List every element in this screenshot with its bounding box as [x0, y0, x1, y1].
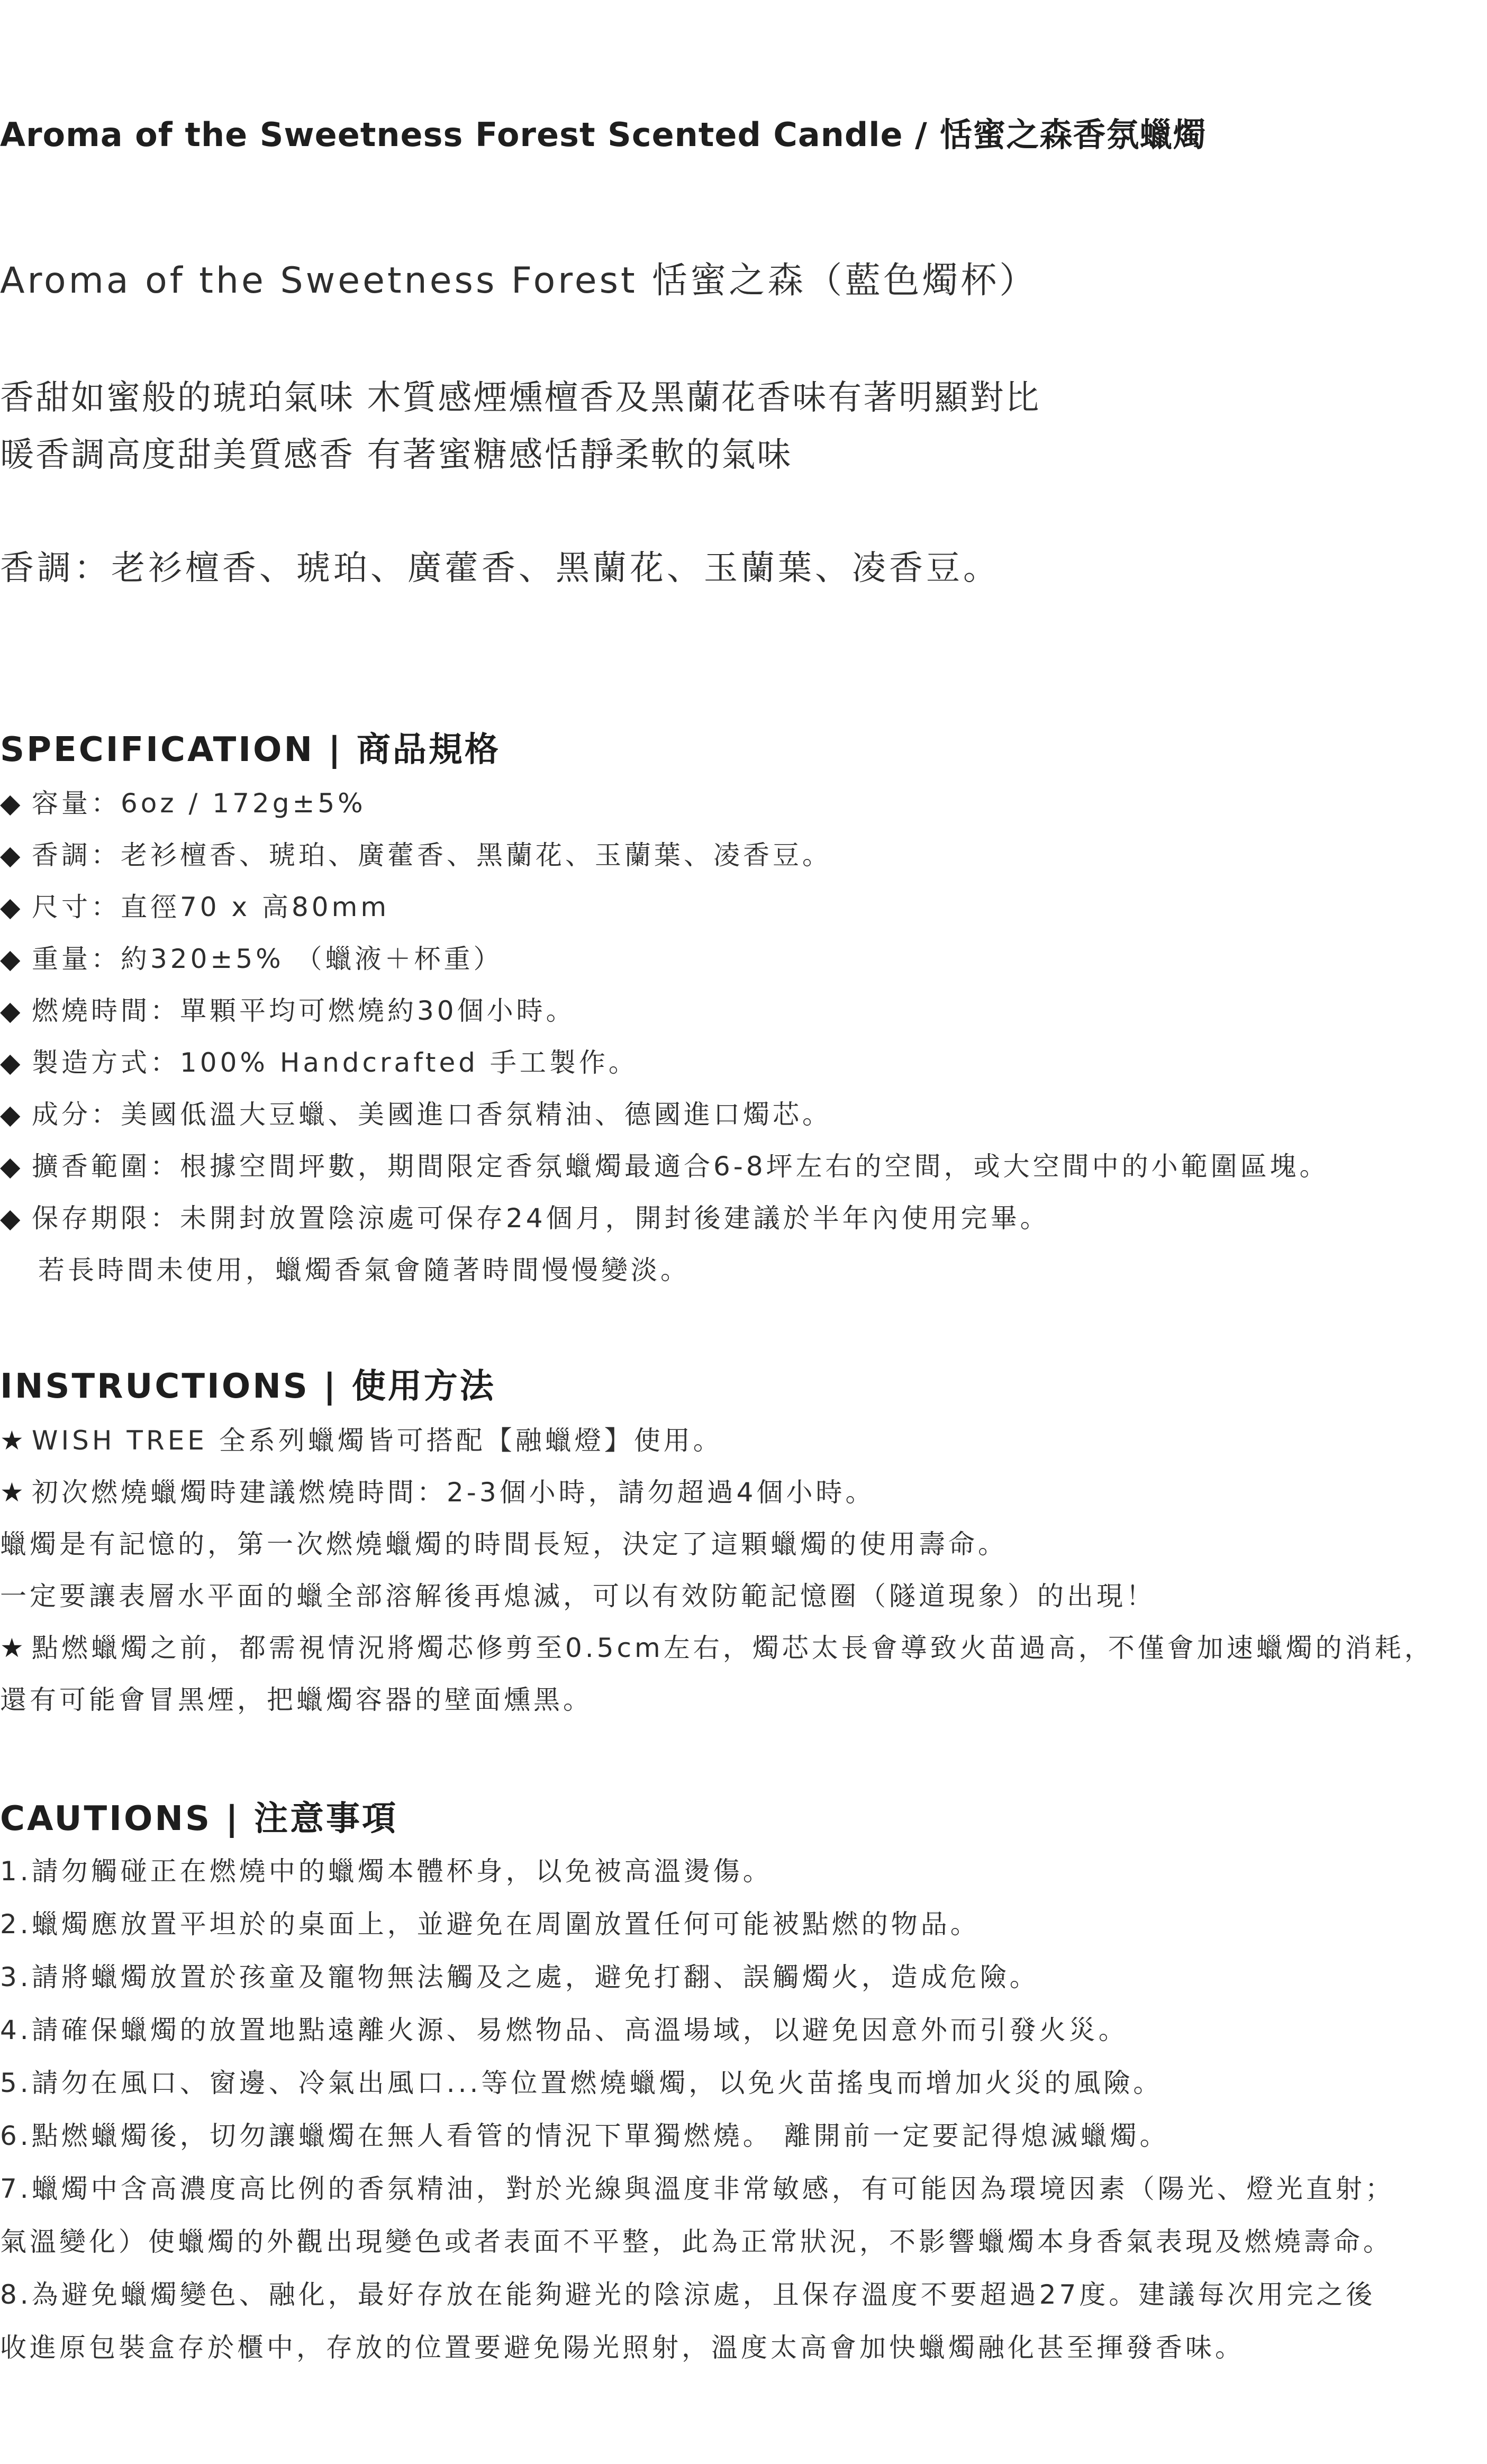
diamond-bullet-icon: ◆ [0, 995, 21, 1026]
diamond-bullet-icon: ◆ [0, 1047, 21, 1078]
instruction-text: WISH TREE 全系列蠟燭皆可搭配【融蠟燈】使用。 [32, 1425, 723, 1456]
instruction-item [0, 1523, 1008, 1571]
fragrance-notes: 香調：老衫檀香、琥珀、廣藿香、黑蘭花、玉蘭葉、凌香豆。 [0, 549, 1000, 588]
caution-item: 2.蠟燭應放置平坦於的桌面上，並避免在周圍放置任何可能被點燃的物品。 [0, 1909, 980, 1940]
instruction-item [0, 1419, 723, 1467]
spec-item [0, 990, 576, 1037]
description-line: 暖香調高度甜美質感香 有著蜜糖感恬靜柔軟的氣味 [0, 436, 793, 475]
cautions-heading: CAUTIONS | 注意事項 [0, 1799, 398, 1838]
spec-item-text: 尺寸：直徑70 x 高80mm [32, 892, 390, 922]
instruction-text: 點燃蠟燭之前，都需視情況將燭芯修剪至0.5cm左右，燭芯太長會導致火苗過高，不僅會加速蠟燭的消耗， [32, 1633, 1434, 1663]
spec-item-continuation [0, 1249, 690, 1297]
instruction-item [0, 1679, 593, 1726]
spec-item [0, 1145, 1329, 1193]
diamond-bullet-icon: ◆ [0, 944, 21, 974]
instruction-text: 一定要讓表層水平面的蠟全部溶解後再熄滅，可以有效防範記憶圈（隧道現象）的出現！ [0, 1581, 1156, 1611]
caution-item: 1.請勿觸碰正在燃燒中的蠟燭本體杯身，以免被高溫燙傷。 [0, 1856, 773, 1887]
instruction-item [0, 1471, 875, 1519]
spec-item-text: 燃燒時間：單顆平均可燃燒約30個小時。 [32, 995, 576, 1026]
caution-item: 4.請確保蠟燭的放置地點遠離火源、易燃物品、高溫場域，以避免因意外而引發火災。 [0, 2015, 1128, 2045]
spec-item [0, 1093, 832, 1141]
diamond-bullet-icon: ◆ [0, 1099, 21, 1130]
caution-item: 3.請將蠟燭放置於孩童及寵物無法觸及之處，避免打翻、誤觸燭火，造成危險。 [0, 1962, 1039, 1992]
spec-item [0, 782, 366, 830]
diamond-bullet-icon: ◆ [0, 1203, 21, 1234]
diamond-bullet-icon: ◆ [0, 892, 21, 922]
spec-item-text: 容量：6oz / 172g±5% [32, 788, 366, 819]
spec-item [0, 938, 503, 985]
spec-item-text: 擴香範圍：根據空間坪數，期間限定香氛蠟燭最適合6-8坪左右的空間，或大空間中的小範圍區塊。 [32, 1151, 1329, 1182]
diamond-bullet-icon: ◆ [0, 840, 21, 871]
caution-item: 氣溫變化）使蠟燭的外觀出現變色或者表面不平整，此為正常狀況，不影響蠟燭本身香氣表現及燃燒壽命。 [0, 2226, 1393, 2257]
caution-item: 收進原包裝盒存於櫃中，存放的位置要避免陽光照射，溫度太高會加快蠟燭融化甚至揮發香味。 [0, 2332, 1245, 2363]
instruction-text: 蠟燭是有記憶的，第一次燃燒蠟燭的時間長短，決定了這顆蠟燭的使用壽命。 [0, 1529, 1008, 1560]
product-subtitle: Aroma of the Sweetness Forest 恬蜜之森（藍色燭杯） [0, 260, 1038, 302]
spec-item-text: 成分：美國低溫大豆蠟、美國進口香氛精油、德國進口燭芯。 [32, 1099, 832, 1130]
spec-item-text: 若長時間未使用，蠟燭香氣會隨著時間慢慢變淡。 [38, 1255, 690, 1285]
instruction-item [0, 1627, 1434, 1674]
instructions-heading: INSTRUCTIONS | 使用方法 [0, 1367, 496, 1406]
star-bullet-icon: ★ [0, 1425, 24, 1456]
instruction-text: 還有可能會冒黑煙，把蠟燭容器的壁面燻黑。 [0, 1684, 593, 1715]
spec-item [0, 834, 832, 882]
spec-item-text: 香調：老衫檀香、琥珀、廣藿香、黑蘭花、玉蘭葉、凌香豆。 [32, 840, 832, 871]
spec-item [0, 1197, 1050, 1245]
product-title: Aroma of the Sweetness Forest Scented Candle / 恬蜜之森香氛蠟燭 [0, 115, 1207, 154]
spec-item-text: 保存期限：未開封放置陰涼處可保存24個月，開封後建議於半年內使用完畢。 [32, 1203, 1050, 1234]
spec-item [0, 1041, 638, 1089]
diamond-bullet-icon: ◆ [0, 788, 21, 819]
instruction-item [0, 1575, 1156, 1623]
spec-item [0, 886, 389, 934]
spec-item-text: 重量：約320±5% （蠟液＋杯重） [32, 944, 503, 974]
diamond-bullet-icon: ◆ [0, 1151, 21, 1182]
description-line: 香甜如蜜般的琥珀氣味 木質感煙燻檀香及黑蘭花香味有著明顯對比 [0, 378, 1041, 418]
caution-item: 8.為避免蠟燭變色、融化，最好存放在能夠避光的陰涼處，且保存溫度不要超過27度。建議每次用完之後 [0, 2279, 1376, 2310]
caution-item: 5.請勿在風口、窗邊、冷氣出風口...等位置燃燒蠟燭，以免火苗搖曳而增加火災的風險。 [0, 2068, 1163, 2098]
caution-item: 6.點燃蠟燭後，切勿讓蠟燭在無人看管的情況下單獨燃燒。 離開前一定要記得熄滅蠟燭。 [0, 2121, 1169, 2151]
star-bullet-icon: ★ [0, 1633, 24, 1663]
caution-item: 7.蠟燭中含高濃度高比例的香氛精油，對於光線與溫度非常敏感，有可能因為環境因素（陽光、燈光直射； [0, 2173, 1395, 2204]
specification-heading: SPECIFICATION | 商品規格 [0, 730, 501, 769]
star-bullet-icon: ★ [0, 1477, 24, 1508]
instruction-text: 初次燃燒蠟燭時建議燃燒時間：2-3個小時，請勿超過4個小時。 [32, 1477, 875, 1508]
spec-item-text: 製造方式：100% Handcrafted 手工製作。 [32, 1047, 638, 1078]
